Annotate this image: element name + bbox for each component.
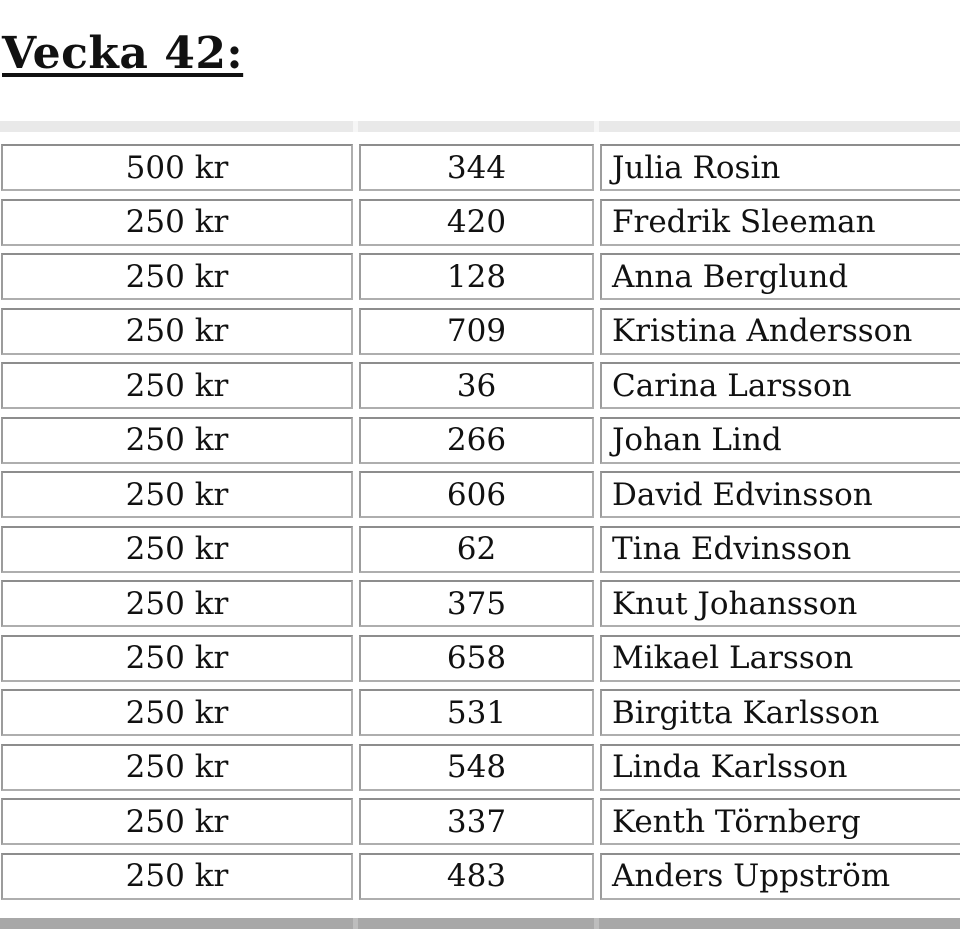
name-cell: Tina Edvinsson: [600, 526, 960, 573]
amount-cell: 250 kr: [1, 526, 353, 573]
table-row: [1, 471, 960, 518]
number-cell: 128: [359, 253, 594, 300]
table-row: [1, 253, 960, 300]
table-row: [1, 635, 960, 682]
top-strip-seam: [353, 121, 358, 132]
name-cell: Johan Lind: [600, 417, 960, 464]
number-cell: 531: [359, 689, 594, 736]
number-cell: 36: [359, 362, 594, 409]
page-title: Vecka 42:: [2, 28, 244, 79]
table-row: [1, 744, 960, 791]
amount-cell: 250 kr: [1, 689, 353, 736]
amount-cell: 250 kr: [1, 635, 353, 682]
table-row: [1, 417, 960, 464]
amount-cell: 250 kr: [1, 580, 353, 627]
name-cell: Fredrik Sleeman: [600, 199, 960, 246]
name-cell: Carina Larsson: [600, 362, 960, 409]
bottom-bar-seam: [353, 918, 358, 929]
number-cell: 62: [359, 526, 594, 573]
table-row: [1, 580, 960, 627]
name-cell: Kristina Andersson: [600, 308, 960, 355]
name-cell: Anders Uppström: [600, 853, 960, 900]
amount-cell: 250 kr: [1, 798, 353, 845]
number-cell: 337: [359, 798, 594, 845]
number-cell: 266: [359, 417, 594, 464]
name-cell: David Edvinsson: [600, 471, 960, 518]
name-cell: Knut Johansson: [600, 580, 960, 627]
bottom-bar-seam: [594, 918, 599, 929]
name-cell: Anna Berglund: [600, 253, 960, 300]
prize-table: [1, 144, 960, 907]
table-row: [1, 526, 960, 573]
amount-cell: 250 kr: [1, 417, 353, 464]
number-cell: 658: [359, 635, 594, 682]
name-cell: Mikael Larsson: [600, 635, 960, 682]
amount-cell: 250 kr: [1, 253, 353, 300]
amount-cell: 500 kr: [1, 144, 353, 191]
amount-cell: 250 kr: [1, 471, 353, 518]
amount-cell: 250 kr: [1, 308, 353, 355]
table-row: [1, 362, 960, 409]
amount-cell: 250 kr: [1, 362, 353, 409]
name-cell: Linda Karlsson: [600, 744, 960, 791]
name-cell: Birgitta Karlsson: [600, 689, 960, 736]
amount-cell: 250 kr: [1, 853, 353, 900]
table-row: [1, 144, 960, 191]
number-cell: 606: [359, 471, 594, 518]
bottom-edge-bar: [0, 918, 960, 929]
number-cell: 420: [359, 199, 594, 246]
number-cell: 709: [359, 308, 594, 355]
number-cell: 483: [359, 853, 594, 900]
name-cell: Kenth Törnberg: [600, 798, 960, 845]
number-cell: 375: [359, 580, 594, 627]
amount-cell: 250 kr: [1, 744, 353, 791]
amount-cell: 250 kr: [1, 199, 353, 246]
table-row: [1, 199, 960, 246]
table-row: [1, 689, 960, 736]
top-strip-seam: [594, 121, 599, 132]
table-row: [1, 798, 960, 845]
table-row: [1, 308, 960, 355]
number-cell: 344: [359, 144, 594, 191]
table-row: [1, 853, 960, 900]
top-edge-strip: [0, 121, 960, 132]
number-cell: 548: [359, 744, 594, 791]
name-cell: Julia Rosin: [600, 144, 960, 191]
